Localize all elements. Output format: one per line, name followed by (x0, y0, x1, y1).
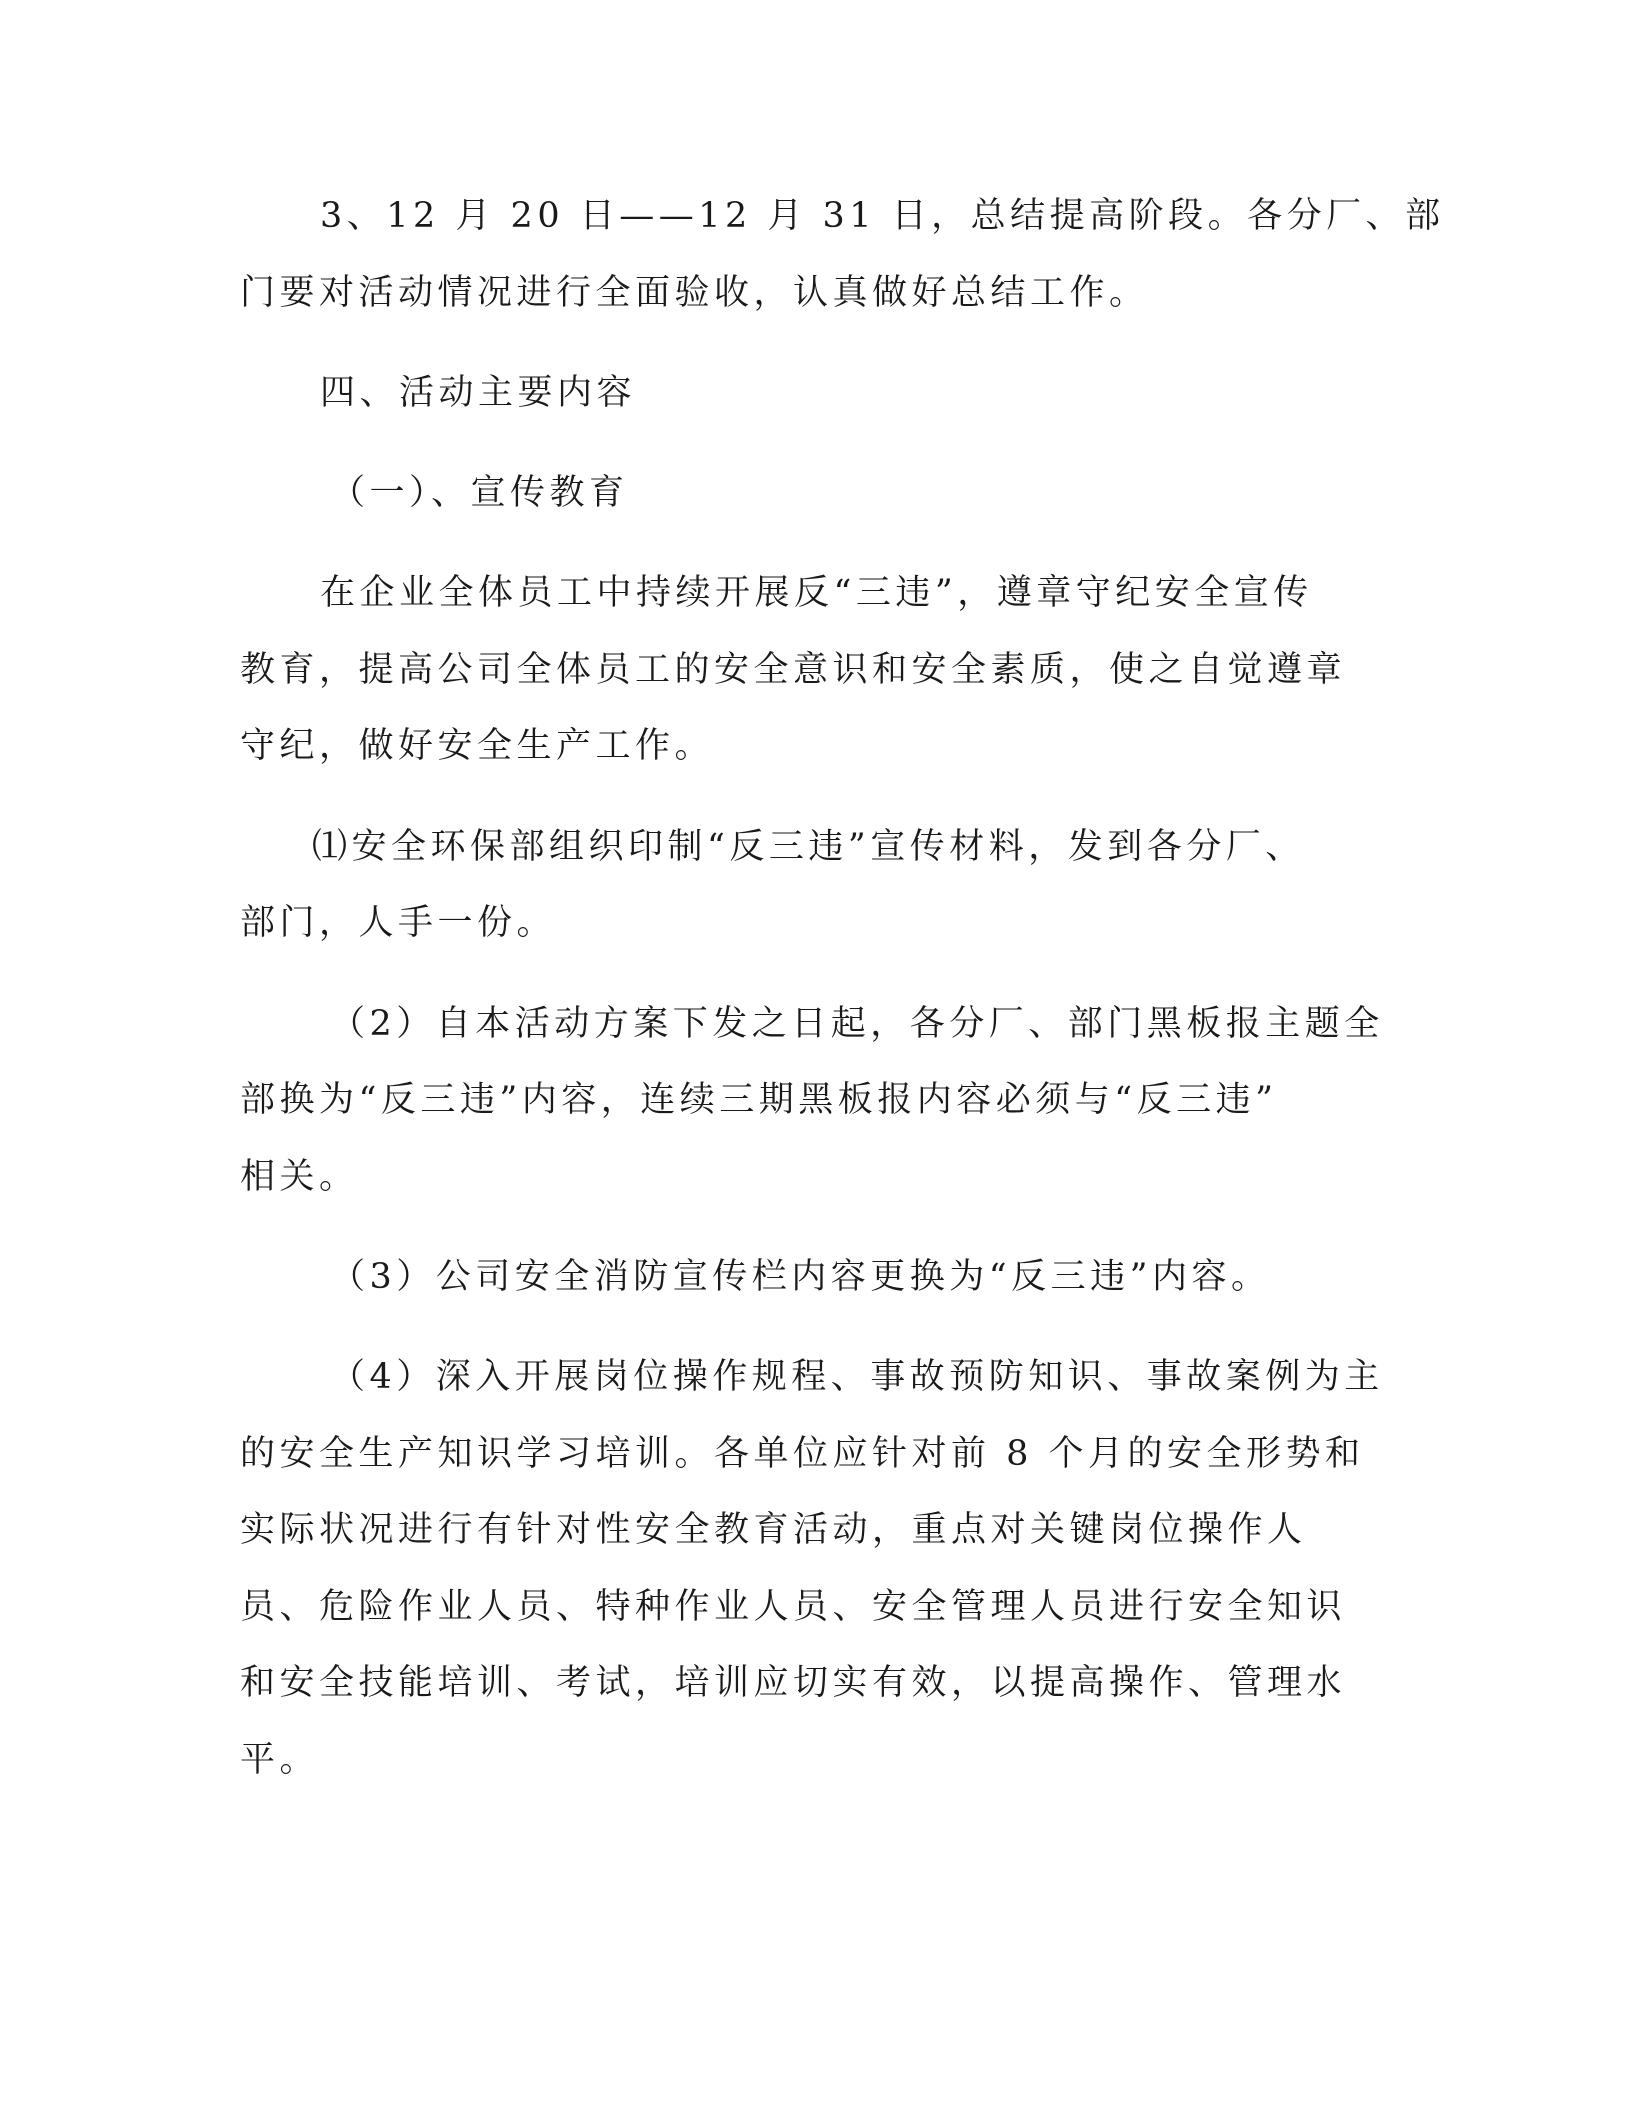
text-line: 平。 (240, 1740, 320, 1780)
text-line: 相关。 (240, 1157, 359, 1197)
text-line: 3、12 月 20 日——12 月 31 日，总结提高阶段。各分厂、部 (320, 196, 1445, 236)
text-line: （一）、宣传教育 (330, 473, 629, 513)
text-line: （4）深入开展岗位操作规程、事故预防知识、事故案例为主 (330, 1357, 1384, 1397)
text-line: 部门，人手一份。 (240, 903, 557, 943)
text-line: 实际状况进行有针对性安全教育活动，重点对关键岗位操作人 (240, 1510, 1307, 1550)
text-line: 守纪，做好安全生产工作。 (240, 726, 715, 766)
text-line: 门要对活动情况进行全面验收，认真做好总结工作。 (240, 273, 1149, 313)
text-line: 部换为“反三违”内容，连续三期黑板报内容必须与“反三违” (240, 1080, 1278, 1120)
text-line: ⑴安全环保部组织印制“反三违”宣传材料，发到各分厂、 (312, 827, 1305, 867)
text-line: （3）公司安全消防宣传栏内容更换为“反三违”内容。 (330, 1257, 1271, 1297)
text-line: 在企业全体员工中持续开展反“三违”，遵章守纪安全宣传 (320, 573, 1313, 613)
text-line: 教育，提高公司全体员工的安全意识和安全素质，使之自觉遵章 (240, 650, 1347, 690)
text-line: 员、危险作业人员、特种作业人员、安全管理人员进行安全知识 (240, 1587, 1347, 1627)
text-line: 和安全技能培训、考试，培训应切实有效，以提高操作、管理水 (240, 1663, 1347, 1703)
text-line: （2）自本活动方案下发之日起，各分厂、部门黑板报主题全 (330, 1004, 1384, 1044)
text-line: 四、活动主要内容 (320, 373, 637, 413)
text-line: 的安全生产知识学习培训。各单位应针对前 8 个月的安全形势和 (240, 1434, 1365, 1474)
